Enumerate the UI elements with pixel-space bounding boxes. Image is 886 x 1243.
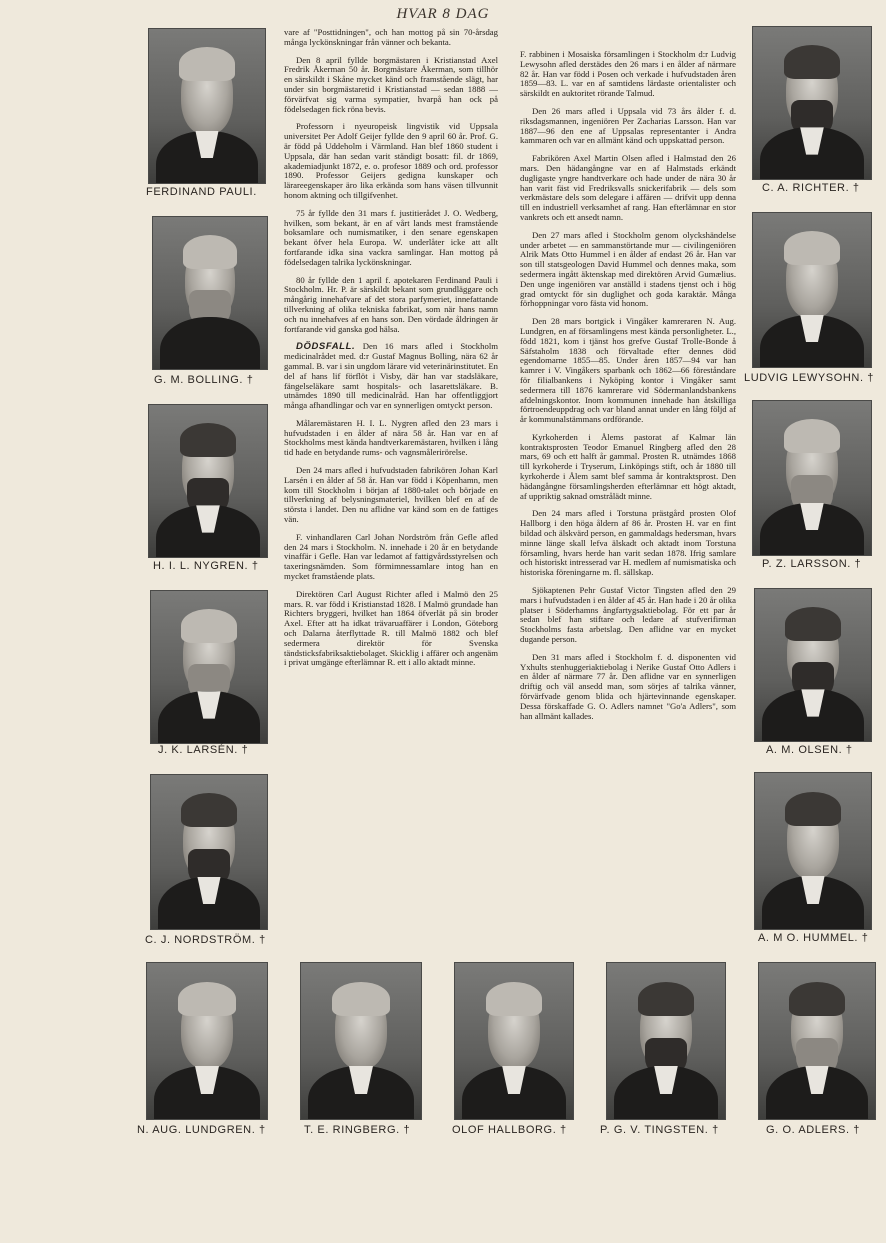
paragraph: Den 31 mars afled i Stockholm f. d. disponenten vid Yxhults stenhuggeriaktiebolag i Nerike Gustaf Otto Adlers i en ålder af närmare 77 år. Den aflidne var en synnerligen driftig och väl ansedd man, som sörjes af talrika vänner, förvärfvade genom blida och hjärtevinnande egenskaper. Dessa förskaffade G. O. Adlers namnet "Go'a Adlers", som han allmänt kallades.: [520, 651, 736, 721]
caption-left-3: H. I. L. NYGREN. †: [153, 560, 259, 572]
portrait-hummel: [754, 772, 872, 930]
paragraph: 80 år fyllde den 1 april f. apotekaren Ferdinand Pauli i Stockholm. Hr. P. är särskildt bekant som grundläggare och mångårig innehafvare af det stora parfymeriet, innefattande tillverkning af olika tekniska fabrikat, som när hans namn och nu innehafves af en hans son. Den vördade åldringen är fortfarande vid ganska god hälsa.: [284, 274, 498, 334]
portrait-olsen: [754, 588, 872, 742]
portrait-bolling: [152, 216, 268, 370]
portrait-adlers: [758, 962, 876, 1120]
caption-right-5: A. M O. HUMMEL. †: [758, 932, 869, 944]
paragraph: Målaremästaren H. I. L. Nygren afled den 23 mars i hufvudstaden i en ålder af nära 58 år. Han var en af Stockholms mest kända handtverkaremästaren, hvilken i lång tid hade en betydande rums- och vagnsmålerirörelse.: [284, 417, 498, 458]
caption-left-1: FERDINAND PAULI.: [146, 186, 257, 198]
caption-bottom-1: N. AUG. LUNDGREN. †: [137, 1124, 266, 1136]
caption-right-2: LUDVIG LEWYSOHN. †: [744, 372, 874, 384]
caption-left-2: G. M. BOLLING. †: [154, 374, 254, 386]
paragraph: Kyrkoherden i Ålems pastorat af Kalmar län kontraktsprosten Teodor Emanuel Ringberg afled den 28 mars, 69 och ett halft år gammal. Prosten R. utnämdes 1868 till kyrkoherde i Tryserum, Linköpings stift, och år 1880 till kyrkoherde i Ålem samt blef samma år kontraktsprost. Den hädangångne församlingsherden efterlämnar ett högt aktadt, af uppriktig saknad omstrålädt minne.: [520, 431, 736, 501]
page-header: HVAR 8 DAG: [396, 6, 490, 22]
portrait-nordstrom: [150, 774, 268, 930]
paragraph: Professorn i nyeuropeisk lingvistik vid Uppsala universitet Per Adolf Geijer fyllde den 9 april 60 år. Prof. G. är född på Uddeholm i Värmland. Han blef 1860 student i Uppsala, där han sedan varit ständigt bosatt: fil. dr 1869, akademiadjunkt 1872, e. o. profesor 1889 och ord. professor 1890. Professor Geijers gedigna kunskaper och lärareegenskaper äro lika erkända som hans väsen tillvunnit honom aktning och tillgifvenhet.: [284, 121, 498, 200]
caption-left-4: J. K. LARSÉN. †: [158, 744, 249, 756]
paragraph: Den 28 mars bortgick i Vingåker kamreraren N. Aug. Lundgren, en af församlingens mest kända personligheter. L., född 1821, kom i tjänst hos grefve Gustaf Trolle-Bonde å Säfstaholm 1838 och förvaltade efter dennes död egendomarne 1855—85. Under åren 1857—94 var han kamrer i V. Vingåkers sparbank och 1862—66 föreståndare för filialbankens i Nyköping kontor i Vingåker samt sedermera till 1876 kamrerare vid Södermanlandsbankens afdelningskontor. Inom kommunen innehade han åtskilliga förtroendeuppdrag och var bland annat under en lång följd af år kommunalstämmans ordförande.: [520, 316, 736, 425]
text-column-2: [520, 50, 736, 935]
caption-right-3: P. Z. LARSSON. †: [762, 558, 862, 570]
paragraph: F. vinhandlaren Carl Johan Nordström från Gefle afled den 24 mars i Stockholm. N. innehade i 20 år en betydande vinaffär i Gefle. Han var ledamot af fattigvårdsstyrelsen och taxeringsnämden. Som förmimnessamlare intog han en mycket framstående plats.: [284, 531, 498, 582]
caption-left-5: C. J. NORDSTRÖM. †: [145, 934, 266, 946]
paragraph: 75 år fyllde den 31 mars f. justitierådet J. O. Wedberg, hvilken, som bekant, är en af vårt lands mest framstående boksamlare och numismatiker, i den senare egenskapen bekant öfver hela Europa. W. underlåter icke att allt fortfarande idka sina vackra samlingar. Han mottog på födelsedagen talrika lyckönskningar.: [284, 207, 498, 267]
portrait-lewysohn: [752, 212, 872, 368]
paragraph: Fabrikören Axel Martin Olsen afled i Halmstad den 26 mars. Den hädangångne var en af Halmstads erkändt dugligaste yngre handtverkare och hade under de nära 30 år han varit fäst vid Fredriksvalls snickerifabrik — dels som verkmästare dels som delegare i affären — drifvit upp denna till en industriell verksamhet af rang. Han efterlämnar en stor vankrets och ett ansedt namn.: [520, 153, 736, 222]
section-heading-dodsfall: DÖDSFALL.: [296, 341, 356, 353]
paragraph: vare af "Posttidningen", och han mottog på sin 70-årsdag många lyckönskningar från vänner och bekanta.: [284, 28, 498, 47]
caption-bottom-5: G. O. ADLERS. †: [766, 1124, 860, 1136]
paragraph: Den 8 april fyllde borgmästaren i Kristianstad Axel Fredrik Åkerman 50 år. Borgmästare Åkerman, som tillhör en särskildt i Skåne mycket känd och framstående slägt, har under sin borgmästaretid i Kristianstad — sedan 1888 — förvärfvat sig varma sympatier, hvarpå han ock på födelsedagen fick röna bevis.: [284, 54, 498, 114]
portrait-larsson: [752, 400, 872, 556]
caption-right-4: A. M. OLSEN. †: [766, 744, 853, 756]
caption-bottom-4: P. G. V. TINGSTEN. †: [600, 1124, 719, 1136]
paragraph: Den 27 mars afled i Stockholm genom olyckshändelse under arbetet — en sammanstörtande mur — civilingeniören Alrik Mats Otto Hummel i en ålder af endast 26 år. Han var son till statsgeologen David Hummel och dennes maka, som sedermera ingått äktenskap med direktören Arvid Gumælius. Den unge ingeniören var anställd i stadens tjenst och i hög grad omtyckt för sin duglighet och goda karaktär. Många förhoppningar voro fästa vid honom.: [520, 229, 736, 309]
portrait-ferdinand-pauli: [148, 28, 266, 184]
text-column-1: [284, 28, 498, 933]
paragraph: Den 26 mars afled i Uppsala vid 73 års ålder f. d. riksdagsmannen, ingeniören Per Zacharias Larsson. Han var 1887—96 den ene af Uppsalas representanter i Andra kammaren och var en allmänt känd och uppskattad person.: [520, 105, 736, 146]
portrait-richter: [752, 26, 872, 180]
paragraph: Direktören Carl August Richter afled i Malmö den 25 mars. R. var född i Kristianstad 1828. I Malmö grundade han Richters bryggeri, hvilket han 1864 öfverlät på sin broder Axel. Efter att ha idkat trävaruaffärer i London, Göteborg och Dalarna återflyttade R. till Malmö 1882 och blef sedermera direktör för Svenska tändsticksfabriksaktiebolaget. Skicklig i affärer och angenäm i privat umgänge efterlämnar R. ett i allo aktadt minne.: [284, 588, 498, 668]
portrait-nygren: [148, 404, 268, 558]
caption-bottom-2: T. E. RINGBERG. †: [304, 1124, 411, 1136]
portrait-ringberg: [300, 962, 422, 1120]
portrait-tingsten: [606, 962, 726, 1120]
caption-bottom-3: OLOF HALLBORG. †: [452, 1124, 567, 1136]
paragraph: F. rabbinen i Mosaiska församlingen i Stockholm d:r Ludvig Lewysohn afled derstädes den 26 mars i en ålder af närmare 82 år. Han var född i Posen och verkade i hufvudstaden åren 1859—83. L. var en af samtidens lärdaste orientalister och särskildt en auktoritet rörande Talmud.: [520, 50, 736, 99]
paragraph: Den 24 mars afled i hufvudstaden fabrikören Johan Karl Larsén i en ålder af 58 år. Han var född i Köpenhamn, men kom till Stockholm i början af 1880-talet och började en tillverkning af belysningsmateriel, hvilken blef en af de största i landet. Den nu aflidne var känd som en de fattiges vän.: [284, 465, 498, 525]
paragraph: Sjökaptenen Pehr Gustaf Victor Tingsten afled den 29 mars i hufvudstaden i en ålder af 45 år. Han hade i 20 år olika platser i Söderhamns ångfartygsaktiebolag. För ett par år sedan blef han stiftare och ledare af stufverifirman Stockholms fasta arbetslag. Den aflidne var en mycket dugande person.: [520, 585, 736, 645]
paragraph: Den 24 mars afled i Torstuna prästgård prosten Olof Hallborg i den höga åldern af 86 år. Prosten H. var en fint bildad och älskvärd person, en gammaldags hedersman, hvars minne länge skall lefva älskadt och aktadt inom Torstuna församling, hvars herde han varit sedan 1878. Ifrig samlare och historiskt intresserad var H. medlem af numismatiska och historiska föreningarne m. fl. sällskap.: [520, 508, 736, 578]
caption-right-1: C. A. RICHTER. †: [762, 182, 860, 194]
portrait-lundgren: [146, 962, 268, 1120]
portrait-larsen: [150, 590, 268, 744]
portrait-hallborg: [454, 962, 574, 1120]
paragraph: Den 16 mars afled i Stockholm medicinalrådet med. d:r Gustaf Magnus Bolling, nära 62 år gammal. B. var i sin ungdom lärare vid veterinärinstitutet. En del af hans lif förflöt i Visby, där han var stadsläkare, fängelseläkare samt hospitals- och lasarettsläkare. B. utnämdes 1890 till medicinalråd. Han har offentliggjort många afhandlingar och var en synnerligen omtyckt person.: [284, 341, 498, 411]
